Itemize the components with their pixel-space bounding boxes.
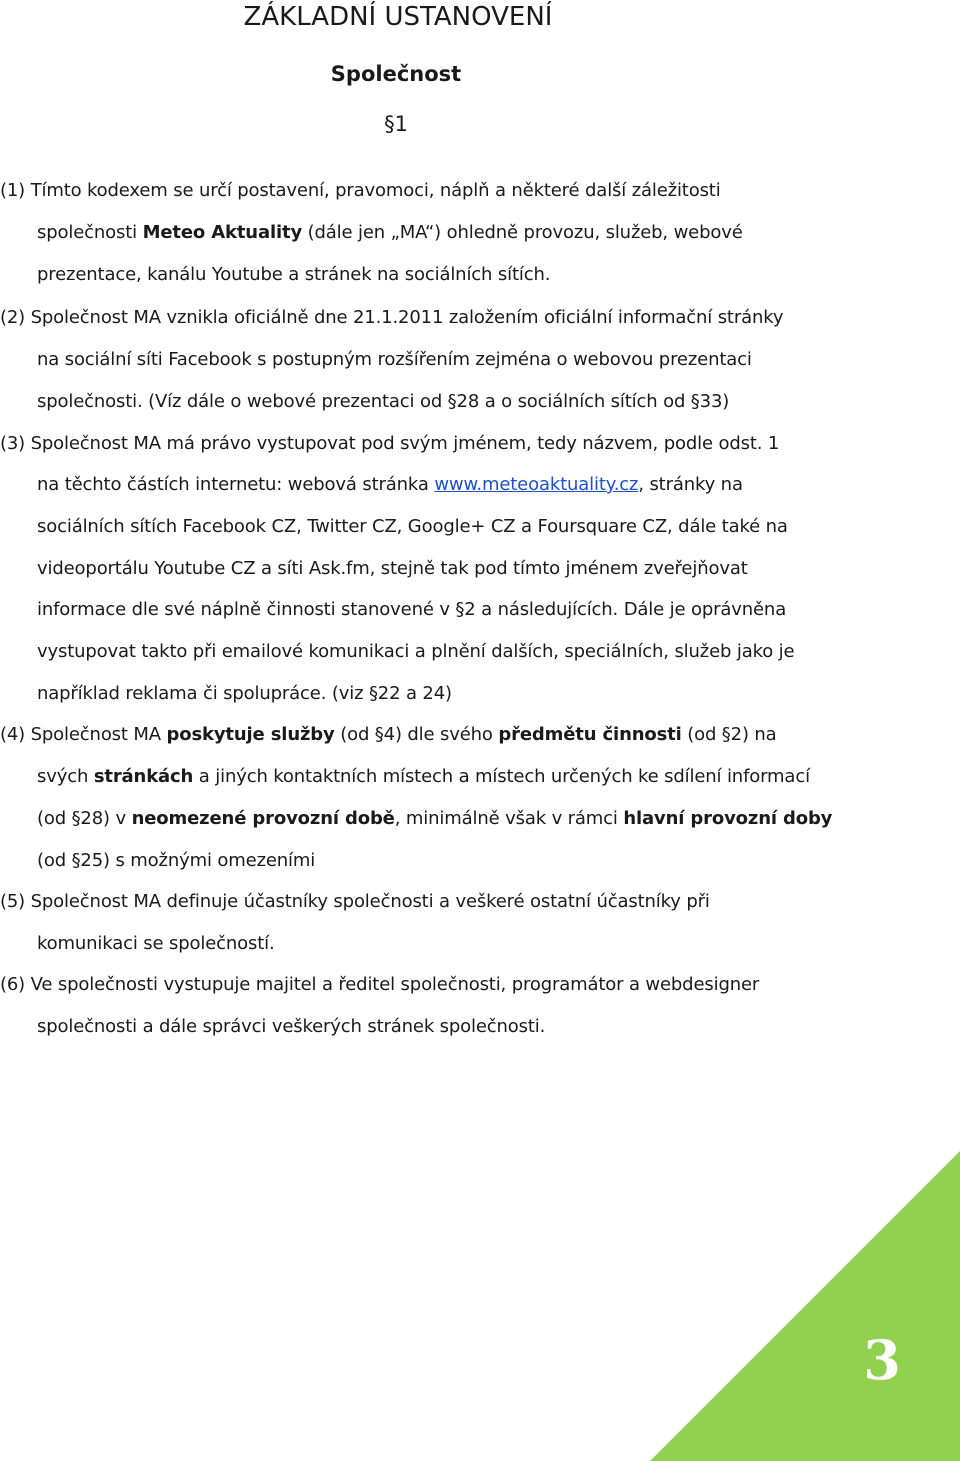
text-segment: , minimálně však v rámci: [394, 808, 624, 829]
text-segment: (4) Společnost MA: [0, 724, 167, 745]
text-segment: , stránky na: [638, 474, 743, 495]
text-line: [0, 889, 710, 915]
text-segment: sociálních sítích Facebook CZ, Twitter CZ, Google+ CZ a Foursquare CZ, dále také na: [37, 516, 788, 537]
bold-text: stránkách: [93, 766, 194, 787]
text-line: [37, 347, 752, 373]
text-segment: videoportálu Youtube CZ a síti Ask.fm, stejně tak pod tímto jménem zveřejňovat: [37, 558, 748, 579]
page-corner-triangle: [650, 1151, 960, 1461]
text-segment: společnosti a dále správci veškerých stránek společnosti.: [37, 1016, 546, 1037]
text-line: [37, 556, 748, 582]
text-line: [37, 220, 743, 246]
text-line: [0, 972, 759, 998]
text-line: [37, 472, 743, 498]
text-line: [37, 639, 794, 665]
text-segment: (od §25) s možnými omezeními: [37, 850, 316, 871]
text-segment: (dále jen „MA“) ohledně provozu, služeb, webové: [302, 222, 743, 243]
text-line: [0, 178, 721, 204]
text-segment: prezentace, kanálu Youtube a stránek na sociálních sítích.: [37, 264, 551, 285]
text-segment: svých: [37, 766, 94, 787]
text-line: [37, 262, 550, 288]
page-number: 3: [863, 1328, 901, 1392]
text-line: [0, 431, 779, 457]
text-line: [37, 931, 275, 957]
text-segment: (3) Společnost MA má právo vystupovat pod svým jménem, tedy názvem, podle odst. 1: [0, 433, 780, 454]
text-segment: (od §28) v: [37, 808, 132, 829]
text-line: [37, 806, 832, 832]
text-segment: na sociální síti Facebook s postupným rozšířením zejména o webovou prezentaci: [37, 349, 752, 370]
text-segment: (6) Ve společnosti vystupuje majitel a ředitel společnosti, programátor a webdesigner: [0, 974, 760, 995]
text-segment: (5) Společnost MA definuje účastníky společnosti a veškeré ostatní účastníky při: [0, 891, 710, 912]
text-line: [0, 722, 777, 748]
text-segment: (od §4) dle svého: [334, 724, 499, 745]
bold-text: poskytuje služby: [166, 724, 335, 745]
text-segment: informace dle své náplně činnosti stanovené v §2 a následujících. Dále je oprávněna: [37, 599, 787, 620]
bold-text: předmětu činnosti: [498, 724, 682, 745]
text-segment: společnosti. (Víz dále o webové prezentaci od §28 a o sociálních sítích od §33): [37, 391, 730, 412]
text-line: [37, 597, 786, 623]
text-segment: a jiných kontaktních místech a místech určených ke sdílení informací: [193, 766, 810, 787]
text-line: [37, 681, 452, 707]
text-segment: na těchto částích internetu: webová stránka: [37, 474, 435, 495]
section-heading: Společnost: [330, 62, 462, 86]
website-link[interactable]: www.meteoaktuality.cz: [434, 474, 639, 495]
text-segment: (2) Společnost MA vznikla oficiálně dne 21.1.2011 založením oficiální informační stránky: [0, 307, 784, 328]
text-line: [37, 764, 810, 790]
text-segment: společnosti: [37, 222, 143, 243]
bold-text: neomezené provozní době: [131, 808, 395, 829]
text-line: [37, 848, 315, 874]
bold-text: hlavní provozní doby: [623, 808, 833, 829]
text-line: [37, 514, 788, 540]
paragraph-number: §1: [384, 112, 408, 136]
text-segment: například reklama či spolupráce. (viz §22 a 24): [37, 683, 452, 704]
text-line: [0, 305, 783, 331]
text-line: [37, 1014, 545, 1040]
text-segment: (1) Tímto kodexem se určí postavení, pravomoci, náplň a některé další záležitosti: [0, 180, 721, 201]
text-segment: vystupovat takto při emailové komunikaci a plnění dalších, speciálních, služeb jako je: [37, 641, 795, 662]
text-line: [37, 389, 729, 415]
text-segment: (od §2) na: [681, 724, 777, 745]
text-segment: komunikaci se společností.: [37, 933, 275, 954]
bold-text: Meteo Aktuality: [142, 222, 303, 243]
page-title: ZÁKLADNÍ USTANOVENÍ: [243, 2, 553, 32]
